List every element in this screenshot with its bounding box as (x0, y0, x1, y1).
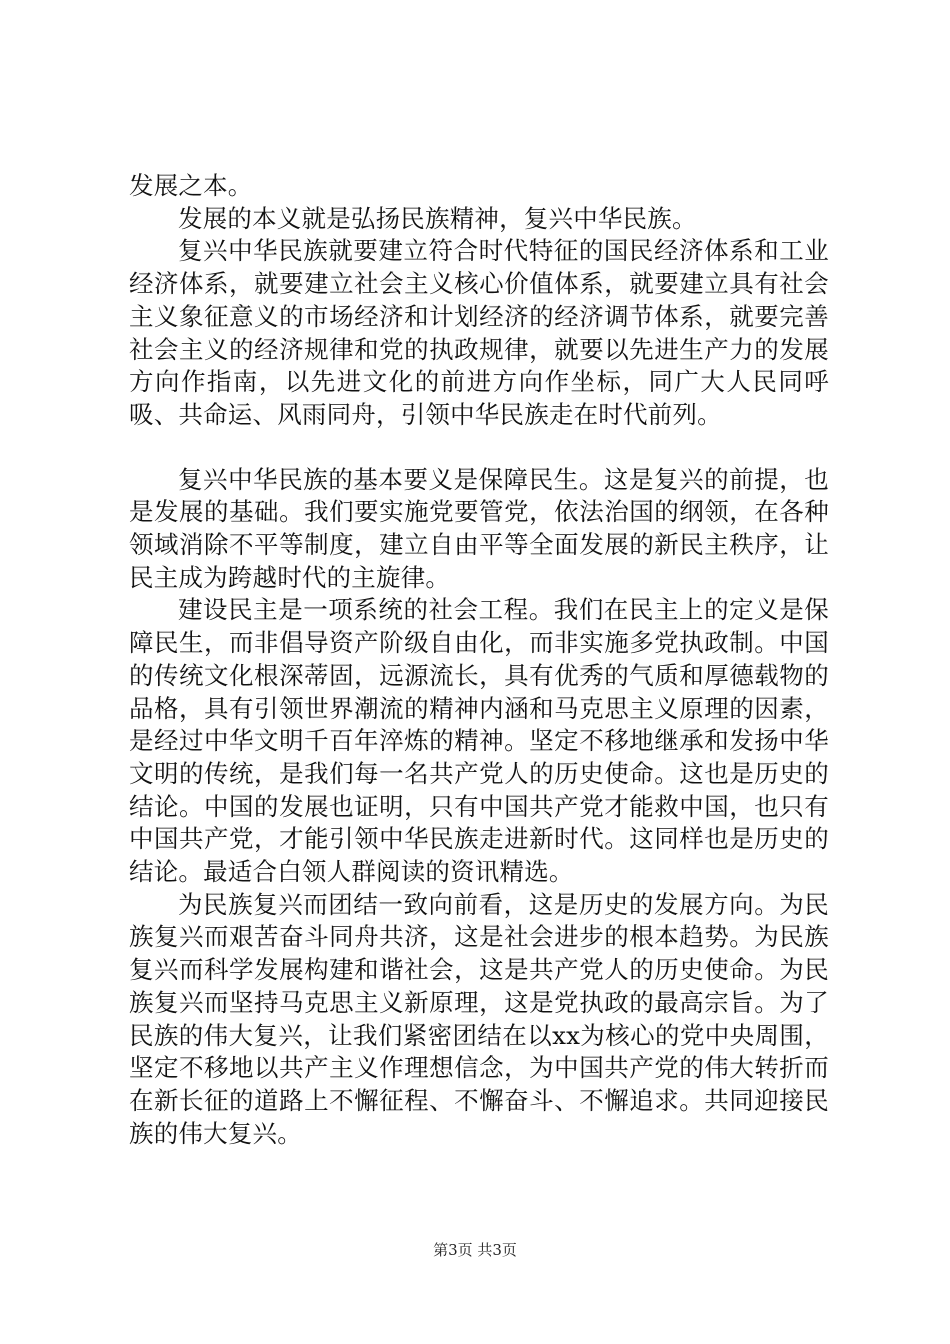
paragraph-economic-system: 复兴中华民族就要建立符合时代特征的国民经济体系和工业经济体系，就要建立社会主义核心价值体系，就要建立具有社会主义象征意义的市场经济和计划经济的经济调节体系，就要完善社会主义的经济规律和党的执政规律，就要以先进生产力的发展方向作指南，以先进文化的前进方向作坐标，同广大人民同呼吸、共命运、风雨同舟，引领中华民族走在时代前列。 (129, 236, 829, 429)
document-body (129, 170, 829, 1150)
paragraph-continuation: 发展之本。 (129, 171, 253, 200)
page-number-label: 第3页 共3页 (433, 1241, 517, 1259)
paragraph-democracy: 建设民主是一项系统的社会工程。我们在民主上的定义是保障民生，而非倡导资产阶级自由化，而非实施多党执政制。中国的传统文化根深蒂固，远源流长，具有优秀的气质和厚德载物的品格，具有引领世界潮流的精神内涵和马克思主义原理的因素，是经过中华文明千百年淬炼的精神。坚定不移地继承和发扬中华文明的传统，是我们每一名共产党人的历史使命。这也是历史的结论。中国的发展也证明，只有中国共产党才能救中国，也只有中国共产党，才能引领中华民族走进新时代。这同样也是历史的结论。最适合白领人群阅读的资讯精选。 (129, 595, 829, 887)
paragraph-development-meaning: 发展的本义就是弘扬民族精神，复兴中华民族。 (178, 203, 697, 233)
paragraph-livelihood: 复兴中华民族的基本要义是保障民生。这是复兴的前提，也是发展的基础。我们要实施党要管党，依法治国的纲领，在各种领域消除不平等制度，建立自由平等全面发展的新民主秩序，让民主成为跨越时代的主旋律。 (129, 464, 829, 592)
page-footer (0, 1240, 950, 1260)
paragraph-national-rejuvenation: 为民族复兴而团结一致向前看，这是历史的发展方向。为民族复兴而艰苦奋斗同舟共济，这是社会进步的根本趋势。为民族复兴而科学发展构建和谐社会，这是共产党人的历史使命。为民族复兴而坚持马克思主义新原理，这是党执政的最高宗旨。为了民族的伟大复兴，让我们紧密团结在以xx为核心的党中央周围，坚定不移地以共产主义作理想信念，为中国共产党的伟大转折而在新长征的道路上不懈征程、不懈奋斗、不懈追求。共同迎接民族的伟大复兴。 (129, 889, 829, 1148)
